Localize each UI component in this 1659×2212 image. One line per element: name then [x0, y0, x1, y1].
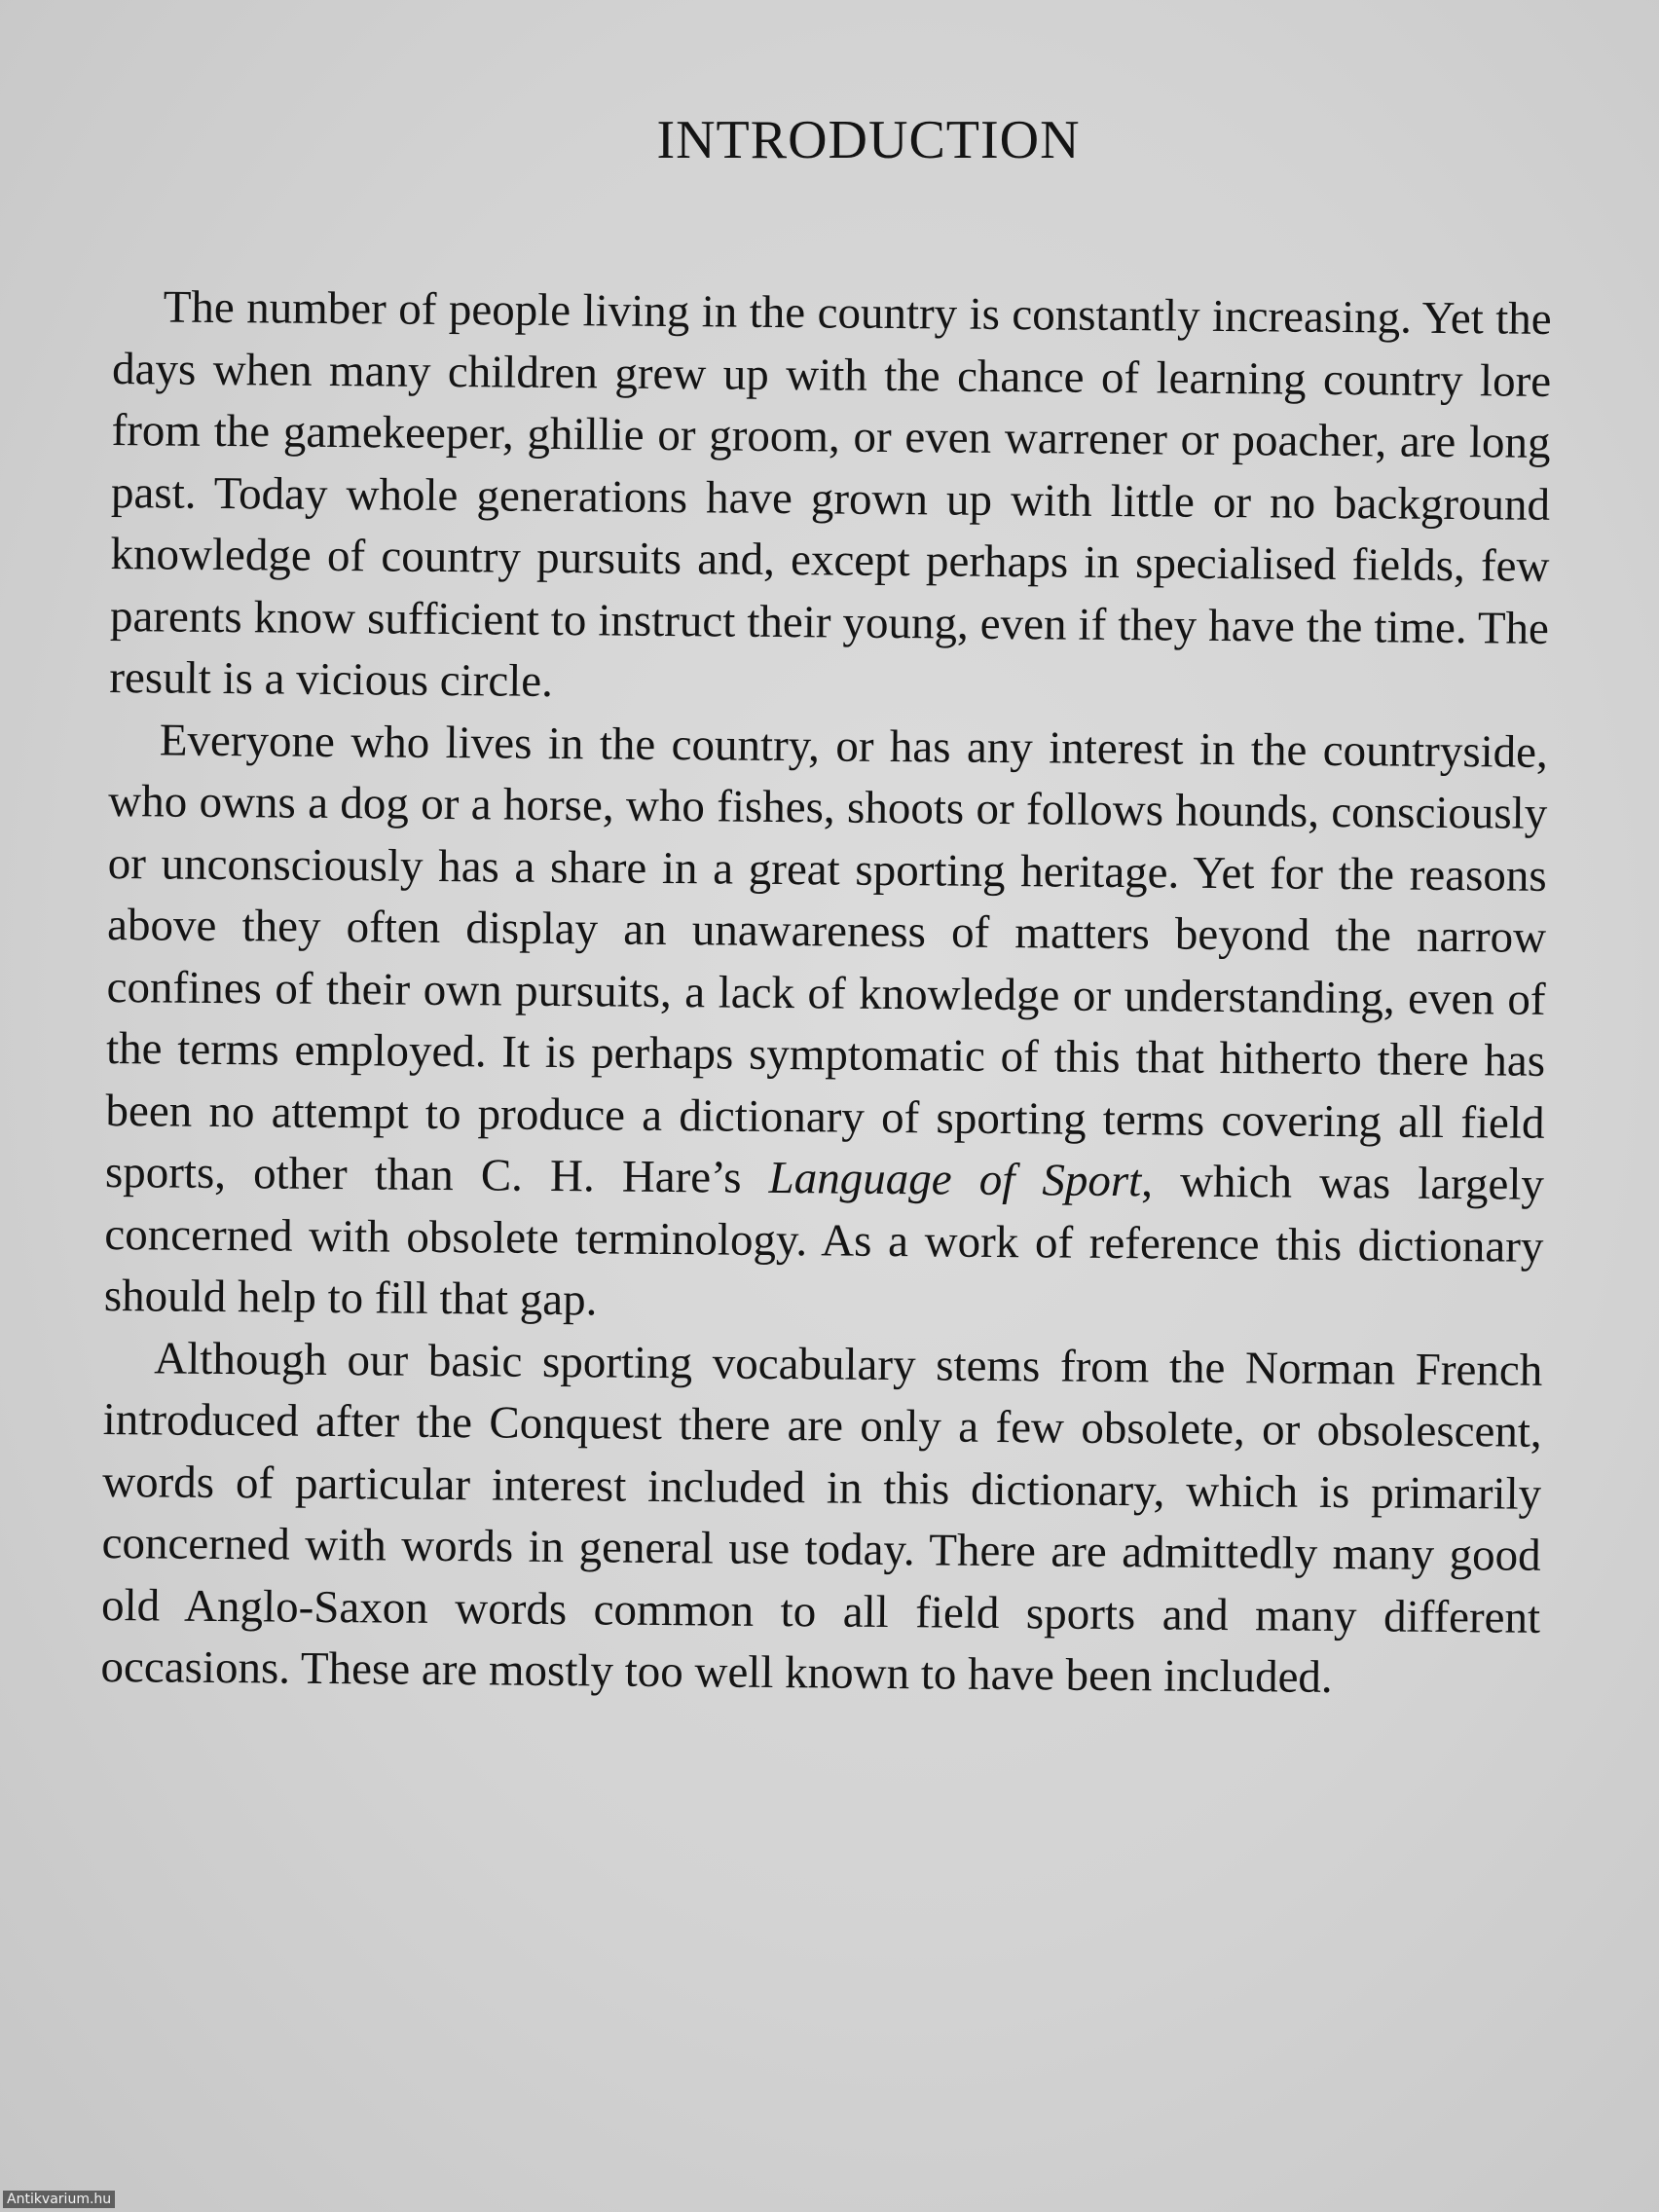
page-heading: INTRODUCTION: [656, 110, 1081, 170]
paragraph-3: Although our basic sporting vocabulary stems from the Norman French introduced after the Conquest there are only a few obsolete, or obsolescent, words of particular interest included in this dictionary, which is primarily concerned with words in general use today. There are admittedly many good old Anglo-Saxon words common to all field sports and many different occasions. These are mostly too well known to have been included.: [100, 1332, 1543, 1703]
paragraph-2-after: , which was largely concerned with obsolete terminology. As a work of reference this dictionary should help to fill that gap.: [103, 1156, 1545, 1326]
book-title: Language of Sport: [768, 1152, 1142, 1207]
paragraph-1: The number of people living in the country is constantly increasing. Yet the days when many children grew up with the chance of learning country lore from the gamekeeper, ghillie or groom, or even warrener or poacher, are long past. Today whole generations have grown up with little or no background knowledge of country pursuits and, except perhaps in specialised fields, few parents know sufficient to instruct their young, even if they have the time. The result is a vicious circle.: [109, 281, 1552, 707]
introduction-text: [100, 276, 1552, 1711]
paragraph-2-before: Everyone who lives in the country, or has any interest in the countryside, who owns a dog or a horse, who fishes, shoots or follows hounds, consciously or unconsciously has a share in a great sporting heritage. Yet for the reasons above they often display an unawareness of matters beyond the narrow confines of their own pursuits, a lack of knowledge or understanding, even of the terms employed. It is perhaps symptomatic of this that hitherto there has been no attempt to produce a dictionary of sporting terms covering all field sports, other than C. H. Hare’s: [104, 714, 1549, 1203]
watermark: Antikvarium.hu: [3, 2191, 115, 2208]
paragraph-2: [104, 709, 1548, 1340]
